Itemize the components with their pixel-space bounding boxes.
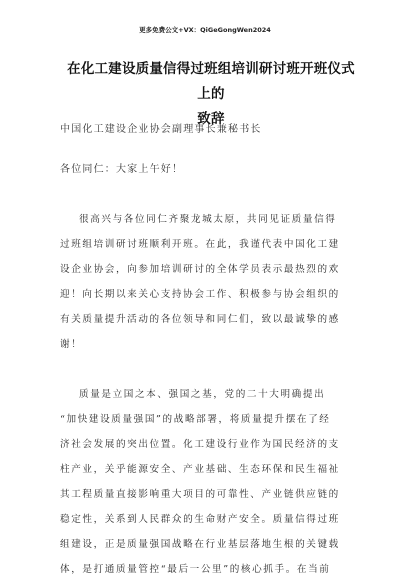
paragraph-line: 质量是立国之本、强国之基，党的二十大明确提出 (79, 389, 326, 400)
paragraph-line: 济社会发展的突出位置。化工建设行业作为国民经济的支 (60, 439, 340, 450)
title-line: 在化工建设质量信得过班组培训研讨班开班仪式上的 (67, 61, 355, 102)
title-line: 致辞 (197, 111, 225, 127)
paragraph-1 (60, 207, 360, 357)
paragraph-line: 体，是打通质量管控“最后一公里”的核心抓手。在当前 (60, 564, 331, 575)
paragraph-line: 组建设，正是质量强国战略在行业基层落地生根的关键载 (60, 539, 340, 550)
paragraph-line: 有关质量提升活动的各位领导和同仁们，致以最诚挚的感 (60, 314, 340, 325)
salutation: 各位同仁：大家上午好！ (60, 164, 184, 175)
paragraph-line: 柱产业，关乎能源安全、产业基础、生态环保和民生福祉 (60, 464, 340, 475)
paragraph-line: 过班组培训研讨班顺利开班。在此，我谨代表中国化工建 (60, 239, 340, 250)
paragraph-line: 其工程质量直接影响重大项目的可靠性、产业链供应链的 (60, 489, 340, 500)
paragraph-2 (60, 382, 360, 582)
speaker-byline: 中国化工建设企业协会副理事长兼秘书长 (60, 124, 262, 135)
paragraph-line: 迎！向长期以来关心支持协会工作、积极参与协会组织的 (60, 289, 340, 300)
paragraph-line: 稳定性，关系到人民群众的生命财产安全。质量信得过班 (60, 514, 340, 525)
header-note: 更多免费公文+VX：QiGeGongWen2024 (139, 26, 271, 34)
paragraph-line: 设企业协会，向参加培训研讨的全体学员表示最热烈的欢 (60, 264, 340, 275)
paragraph-line: 谢！ (60, 339, 83, 350)
paragraph-line: “加快建设质量强国”的战略部署，将质量提升摆在了经 (60, 414, 331, 425)
paragraph-line: 很高兴与各位同仁齐聚龙城太原，共同见证质量信得 (79, 214, 337, 225)
